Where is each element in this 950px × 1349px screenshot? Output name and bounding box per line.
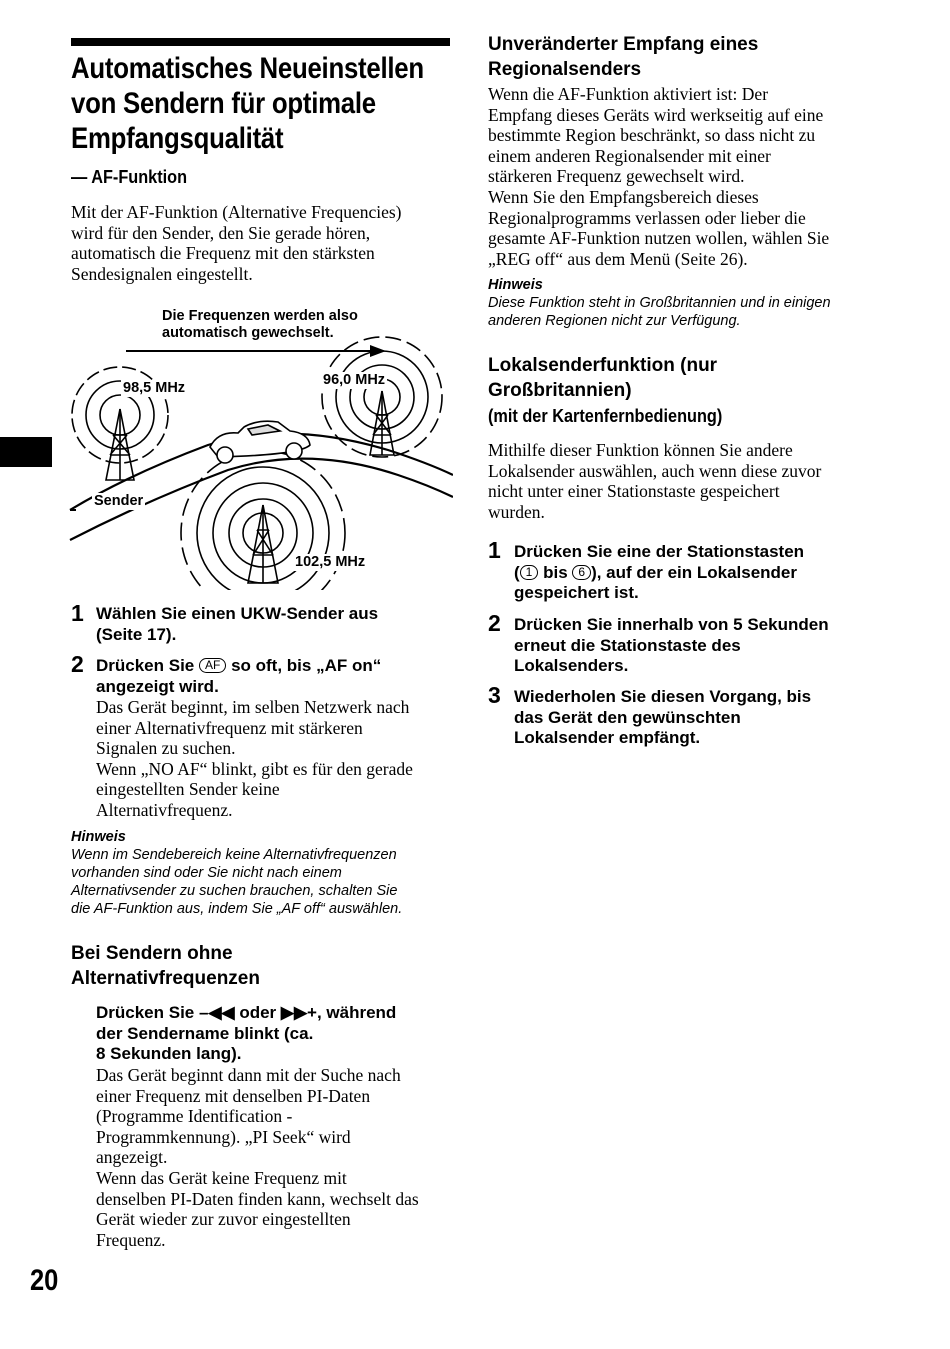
frequency-label-96-0: 96,0 MHz bbox=[323, 372, 386, 388]
body-line: Wenn die AF-Funktion aktiviert ist: Der bbox=[488, 84, 769, 104]
step-2-text bbox=[96, 656, 381, 697]
body-line: „REG off“ aus dem Menü (Seite 26). bbox=[488, 248, 748, 269]
heading-line: Alternativfrequenzen bbox=[71, 967, 260, 989]
caption-line: automatisch gewechselt. bbox=[162, 325, 334, 341]
note-body bbox=[71, 846, 451, 918]
step-2-body bbox=[96, 697, 451, 821]
body-line: stärkeren Frequenz gewechselt wird. bbox=[488, 166, 745, 187]
body-line: einem anderen Regionalsender mit einer bbox=[488, 145, 771, 166]
step-line: ), auf der ein Lokalsender bbox=[591, 562, 798, 582]
step-number: 1 bbox=[488, 537, 501, 563]
section-heading bbox=[488, 33, 758, 82]
title-rule bbox=[71, 38, 450, 46]
note-line: vorhanden sind oder Sie nicht nach einem bbox=[71, 865, 342, 881]
step-line: (Seite 17). bbox=[96, 624, 177, 644]
instruction-line: der Sendername blinkt (ca. bbox=[96, 1023, 314, 1043]
step-line: angezeigt wird. bbox=[96, 676, 219, 696]
step-line: erneut die Stationstaste des bbox=[514, 635, 741, 655]
body-line: einer Alternativfrequenz mit stärkeren bbox=[96, 717, 363, 738]
note-heading: Hinweis bbox=[488, 277, 543, 293]
title-line-2: von Sendern für optimale bbox=[71, 87, 376, 120]
step-1-text bbox=[514, 542, 804, 604]
heading-line: Unveränderter Empfang eines bbox=[488, 34, 759, 55]
title-line-3: Empfangsqualität bbox=[71, 122, 284, 155]
step-number: 1 bbox=[71, 600, 84, 626]
instruction-line: 8 Sekunden lang). bbox=[96, 1044, 242, 1063]
step-number: 3 bbox=[488, 682, 501, 708]
step-line: Drücken Sie eine der Stationstasten bbox=[514, 542, 805, 561]
step-line: das Gerät den gewünschten bbox=[514, 707, 741, 727]
section-body bbox=[488, 84, 878, 269]
af-key-icon: AF bbox=[199, 658, 226, 673]
frequency-label-98-5: 98,5 MHz bbox=[123, 380, 186, 396]
af-illustration bbox=[68, 305, 453, 590]
section-heading bbox=[71, 942, 260, 991]
intro-line: Sendesignalen eingestellt. bbox=[71, 263, 253, 284]
body-line: Empfang dieses Geräts wird werkseitig auf eine bbox=[488, 104, 824, 125]
body-line: bestimmte Region beschränkt, so dass nicht zu bbox=[488, 125, 816, 146]
note-heading: Hinweis bbox=[71, 829, 126, 845]
page-number: 20 bbox=[30, 1264, 59, 1297]
sender-label: Sender bbox=[94, 493, 144, 509]
step-line: bis bbox=[538, 562, 573, 582]
heading-line: Regionalsenders bbox=[488, 58, 642, 80]
step-line: Lokalsender empfängt. bbox=[514, 728, 701, 747]
heading-line: Großbritannien) bbox=[488, 379, 632, 401]
body-line: Wenn Sie den Empfangsbereich dieses bbox=[488, 186, 759, 207]
instruction-line: Drücken Sie –◀◀ oder ▶▶+, während bbox=[96, 1003, 397, 1022]
body-line: Regionalprogramms verlassen oder lieber die bbox=[488, 207, 806, 228]
step-line: Lokalsenders. bbox=[514, 656, 629, 675]
af-illustration-graphic bbox=[68, 305, 453, 590]
step-line: Drücken Sie innerhalb von 5 Sekunden bbox=[514, 615, 829, 634]
body-line: gesamte AF-Funktion nutzen wollen, wählen Sie bbox=[488, 228, 830, 249]
preset-6-key-icon: 6 bbox=[572, 565, 591, 580]
body-line: Lokalsender auswählen, auch wenn diese zuvor bbox=[488, 460, 822, 481]
heading-line: Lokalsenderfunktion (nur bbox=[488, 355, 718, 376]
caption-line: Die Frequenzen werden also bbox=[162, 308, 358, 324]
body-line: (Programme Identification - bbox=[96, 1106, 293, 1127]
step-number: 2 bbox=[488, 610, 501, 636]
step-3-text bbox=[514, 687, 811, 749]
intro-line: Mit der AF-Funktion (Alternative Frequencies) bbox=[71, 202, 402, 222]
body-line: Das Gerät beginnt dann mit der Suche nach bbox=[96, 1065, 401, 1085]
step-number: 2 bbox=[71, 651, 84, 677]
section-subheading: (mit der Kartenfernbedienung) bbox=[488, 405, 723, 426]
body-line: Alternativfrequenz. bbox=[96, 799, 233, 820]
note-line: Alternativsender zu suchen brauchen, schalten Sie bbox=[71, 883, 398, 899]
note-line: Wenn im Sendebereich keine Alternativfrequenzen bbox=[71, 847, 397, 863]
preset-1-key-icon: 1 bbox=[520, 565, 539, 580]
figure-caption bbox=[162, 308, 358, 342]
body-line: nicht unter einer Stationstaste gespeichert bbox=[488, 481, 780, 502]
note-body bbox=[488, 294, 888, 330]
step-line: Wiederholen Sie diesen Vorgang, bis bbox=[514, 687, 812, 706]
page-title bbox=[71, 51, 424, 156]
step-line: Drücken Sie bbox=[96, 656, 199, 675]
step-2-text bbox=[514, 615, 829, 677]
body-line: eingestellten Sender keine bbox=[96, 779, 280, 800]
note-line: Diese Funktion steht in Großbritannien und in einigen bbox=[488, 295, 831, 311]
body-line: Mithilfe dieser Funktion können Sie andere bbox=[488, 440, 793, 460]
section-body bbox=[488, 440, 878, 522]
body-line: angezeigt. bbox=[96, 1147, 168, 1168]
body-line: denselben PI-Daten finden kann, wechselt das bbox=[96, 1188, 419, 1209]
body-line: Wenn „NO AF“ blinkt, gibt es für den gerade bbox=[96, 758, 413, 779]
step-line: gespeichert ist. bbox=[514, 583, 639, 602]
body-line: Frequenz. bbox=[96, 1229, 166, 1250]
intro-line: wird für den Sender, den Sie gerade hören, bbox=[71, 222, 371, 243]
body-line: wurden. bbox=[488, 501, 545, 522]
section-heading bbox=[488, 354, 717, 403]
body-line: Das Gerät beginnt, im selben Netzwerk nach bbox=[96, 697, 410, 717]
step-line: ( bbox=[514, 562, 520, 582]
intro-paragraph bbox=[71, 202, 451, 284]
step-line: Wählen Sie einen UKW-Sender aus bbox=[96, 604, 379, 623]
instruction-text bbox=[96, 1003, 396, 1065]
instruction-body bbox=[96, 1065, 456, 1250]
step-line: so oft, bis „AF on“ bbox=[226, 656, 382, 675]
heading-line: Bei Sendern ohne bbox=[71, 943, 233, 964]
note-line: anderen Regionen nicht zur Verfügung. bbox=[488, 313, 741, 329]
page-subtitle: — AF-Funktion bbox=[71, 166, 188, 187]
body-line: Wenn das Gerät keine Frequenz mit bbox=[96, 1167, 347, 1188]
note-line: die AF-Funktion aus, indem Sie „AF off“ auswählen. bbox=[71, 901, 403, 917]
intro-line: automatisch die Frequenz mit den stärksten bbox=[71, 243, 375, 264]
section-tab-marker bbox=[0, 437, 52, 467]
body-line: einer Frequenz mit denselben PI-Daten bbox=[96, 1085, 371, 1106]
title-line-1: Automatisches Neueinstellen bbox=[71, 52, 424, 85]
frequency-label-102-5: 102,5 MHz bbox=[295, 554, 366, 570]
body-line: Gerät wieder zur zuvor eingestellten bbox=[96, 1209, 351, 1230]
body-line: Signalen zu suchen. bbox=[96, 738, 236, 759]
body-line: Programmkennung). „PI Seek“ wird bbox=[96, 1126, 351, 1147]
step-1-text bbox=[96, 604, 378, 645]
